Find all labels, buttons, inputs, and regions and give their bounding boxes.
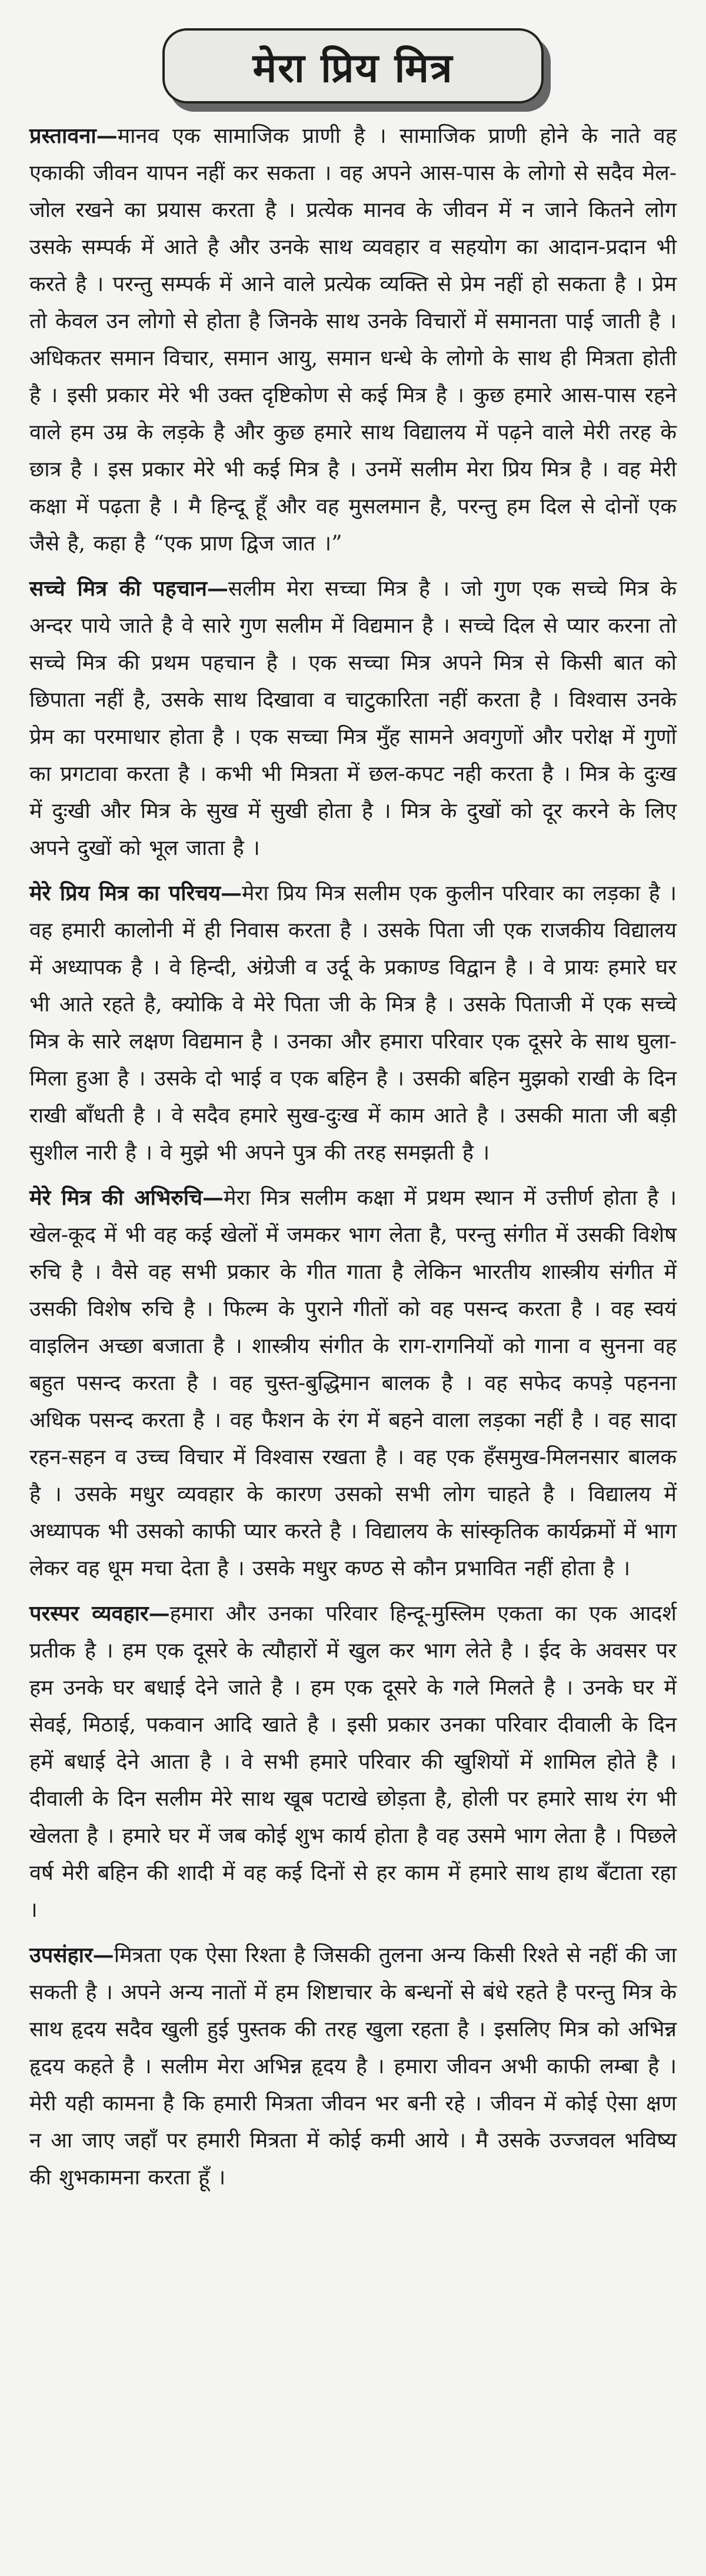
section-heading: प्रस्तावना— [29,123,118,148]
section-introduction [29,118,677,562]
section-text: सलीम मेरा सच्चा मित्र है । जो गुण एक सच्चे मित्र के अन्दर पाये जाते है वे सारे गुण सलीम में विद्यमान है । सच्चे दिल से प्यार करना तो सच्चे मित्र की प्रथम पहचान है । एक सच्चा मित्र अपने मित्र से किसी बात को छिपाता नहीं है, उसके साथ दिखावा व चाटुकारिता नहीं करता है । विश्वास उनके प्रेम का परमाधार होता है । एक सच्चा मित्र मुँह सामने अवगुणों और परोक्ष में गुणों का प्रगटावा करता है । कभी भी मित्रता में छल-कपट नही करता है । मित्र के दुःख में दुःखी और मित्र के सुख में सुखी होता है । मित्र के दुखों को दूर करने के लिए अपने दुखों को भूल जाता है । [29,577,677,860]
page-title: मेरा प्रिय मित्र [162,28,544,103]
section-text: हमारा और उनका परिवार हिन्दू-मुस्लिम एकता का एक आदर्श प्रतीक है । हम एक दूसरे के त्यौहारों में खुल कर भाग लेते है । ईद के अवसर पर हम उनके घर बधाई देने जाते है । हम एक दूसरे के गले मिलते है । उनके घर में सेवई, मिठाई, पकवान आदि खाते है । इसी प्रकार उनका परिवार दीवाली के दिन हमें बधाई देने आता है । वे सभी हमारे परिवार की खुशियों में शामिल होते है । दीवाली के दिन सलीम मेरे साथ खूब पटाखे छोड़ता है, होली पर हमारे साथ रंग भी खेलता है । हमारे घर में जब कोई शुभ कार्य होता है वह उसमे भाग लेता है । पिछले वर्ष मेरी बहिन की शादी में वह कई दिनों से हर काम में हमारे साथ हाथ बँटाता रहा । [29,1602,677,1922]
section-interests [29,1180,677,1587]
section-heading: उपसंहार— [29,1943,114,1967]
section-heading: मेरे मित्र की अभिरुचि— [29,1185,224,1210]
section-heading: मेरे प्रिय मित्र का परिचय— [29,881,242,906]
section-heading: परस्पर व्यवहार— [29,1601,170,1626]
section-true-friend [29,570,677,867]
section-introduction-of-friend [29,875,677,1171]
section-text: मेरा मित्र सलीम कक्षा में प्रथम स्थान में उत्तीर्ण होता है । खेल-कूद में भी वह कई खेलों में जमकर भाग लेता है, परन्तु संगीत में उसकी विशेष रुचि है । वैसे वह सभी प्रकार के गीत गाता है लेकिन भारतीय शास्त्रीय संगीत में उसकी विशेष रुचि है । फिल्म के पुराने गीतों को वह पसन्द करता है । वह स्वयं वाइलिन अच्छा बजाता है । शास्त्रीय संगीत के राग-रागनियों को गाना व सुनना वह बहुत पसन्द करता है । वह चुस्त-बुद्धिमान बालक है । वह सफेद कपड़े पहनना अधिक पसन्द करता है । वह फैशन के रंग में बहने वाला लड़का नहीं है । वह सादा रहन-सहन व उच्च विचार में विश्वास रखता है । वह एक हँसमुख-मिलनसार बालक है । उसके मधुर व्यवहार के कारण उसको सभी लोग चाहते है । विद्यालय में अध्यापक भी उसको काफी प्यार करते है । विद्यालय के सांस्कृतिक कार्यक्रमों में भाग लेकर वह धूम मचा देता है । उसके मधुर कण्ठ से कौन प्रभावित नहीं होता है । [29,1186,677,1581]
section-heading: सच्चे मित्र की पहचान— [29,576,228,601]
title-area [29,0,677,118]
section-conclusion [29,1937,677,2196]
section-text: मानव एक सामाजिक प्राणी है । सामाजिक प्राणी होने के नाते वह एकाकी जीवन यापन नहीं कर सकता । वह अपने आस-पास के लोगो से सदैव मेल-जोल रखने का प्रयास करता है । प्रत्येक मानव के जीवन में न जाने कितने लोग उसके सम्पर्क में आते है और उनके साथ व्यवहार व सहयोग का आदान-प्रदान भी करते है । परन्तु सम्पर्क में आने वाले प्रत्येक व्यक्ति से प्रेम नहीं हो सकता है । प्रेम तो केवल उन लोगो से होता है जिनके साथ उनके विचारों में समानता पाई जाती है । अधिकतर समान विचार, समान आयु, समान धन्धे के लोगो के साथ ही मित्रता होती है । इसी प्रकार मेरे भी उक्त दृष्टिकोण से कई मित्र है । कुछ हमारे आस-पास रहने वाले हम उम्र के लड़के है और कुछ हमारे साथ विद्यालय में पढ़ने वाले मेरी तरह के छात्र है । इस प्रकार मेरे भी कई मित्र है । उनमें सलीम मेरा प्रिय मित्र है । वह मेरी कक्षा में पढ़ता है । मै हिन्दू हूँ और वह मुसलमान है, परन्तु हम दिल से दोनों एक जैसे है, कहा है “एक प्राण द्विज जात ।” [29,124,677,556]
section-mutual-relations [29,1595,677,1929]
section-text: मित्रता एक ऐसा रिश्ता है जिसकी तुलना अन्य किसी रिश्ते से नहीं की जा सकती है । अपने अन्य नातों में हम शिष्टाचार के बन्धनों से बंधे रहते है परन्तु मित्र के साथ हृदय सदैव खुली हुई पुस्तक की तरह खुला रहता है । इसलिए मित्र को अभिन्न हृदय कहते है । सलीम मेरा अभिन्न हृदय है । हमारा जीवन अभी काफी लम्बा है । मेरी यही कामना है कि हमारी मित्रता जीवन भर बनी रहे । जीवन में कोई ऐसा क्षण न आ जाए जहाँ पर हमारी मित्रता में कोई कमी आये । मै उसके उज्जवल भविष्य की शुभकामना करता हूँ । [29,1943,677,2190]
section-text: मेरा प्रिय मित्र सलीम एक कुलीन परिवार का लड़का है । वह हमारी कालोनी में ही निवास करता है । उसके पिता जी एक राजकीय विद्यालय में अध्यापक है । वे हिन्दी, अंग्रेजी व उर्दू के प्रकाण्ड विद्वान है । वे प्रायः हमारे घर भी आते रहते है, क्योकि वे मेरे पिता जी के मित्र है । उसके पिताजी में एक सच्चे मित्र के सारे लक्षण विद्यमान है । उनका और हमारा परिवार एक दूसरे के साथ घुला-मिला हुआ है । उसके दो भाई व एक बहिन है । उसकी बहिन मुझको राखी के दिन राखी बाँधती है । वे सदैव हमारे सुख-दुःख में काम आते है । उसकी माता जी बड़ी सुशील नारी है । वे मुझे भी अपने पुत्र की तरह समझती है । [29,881,677,1165]
